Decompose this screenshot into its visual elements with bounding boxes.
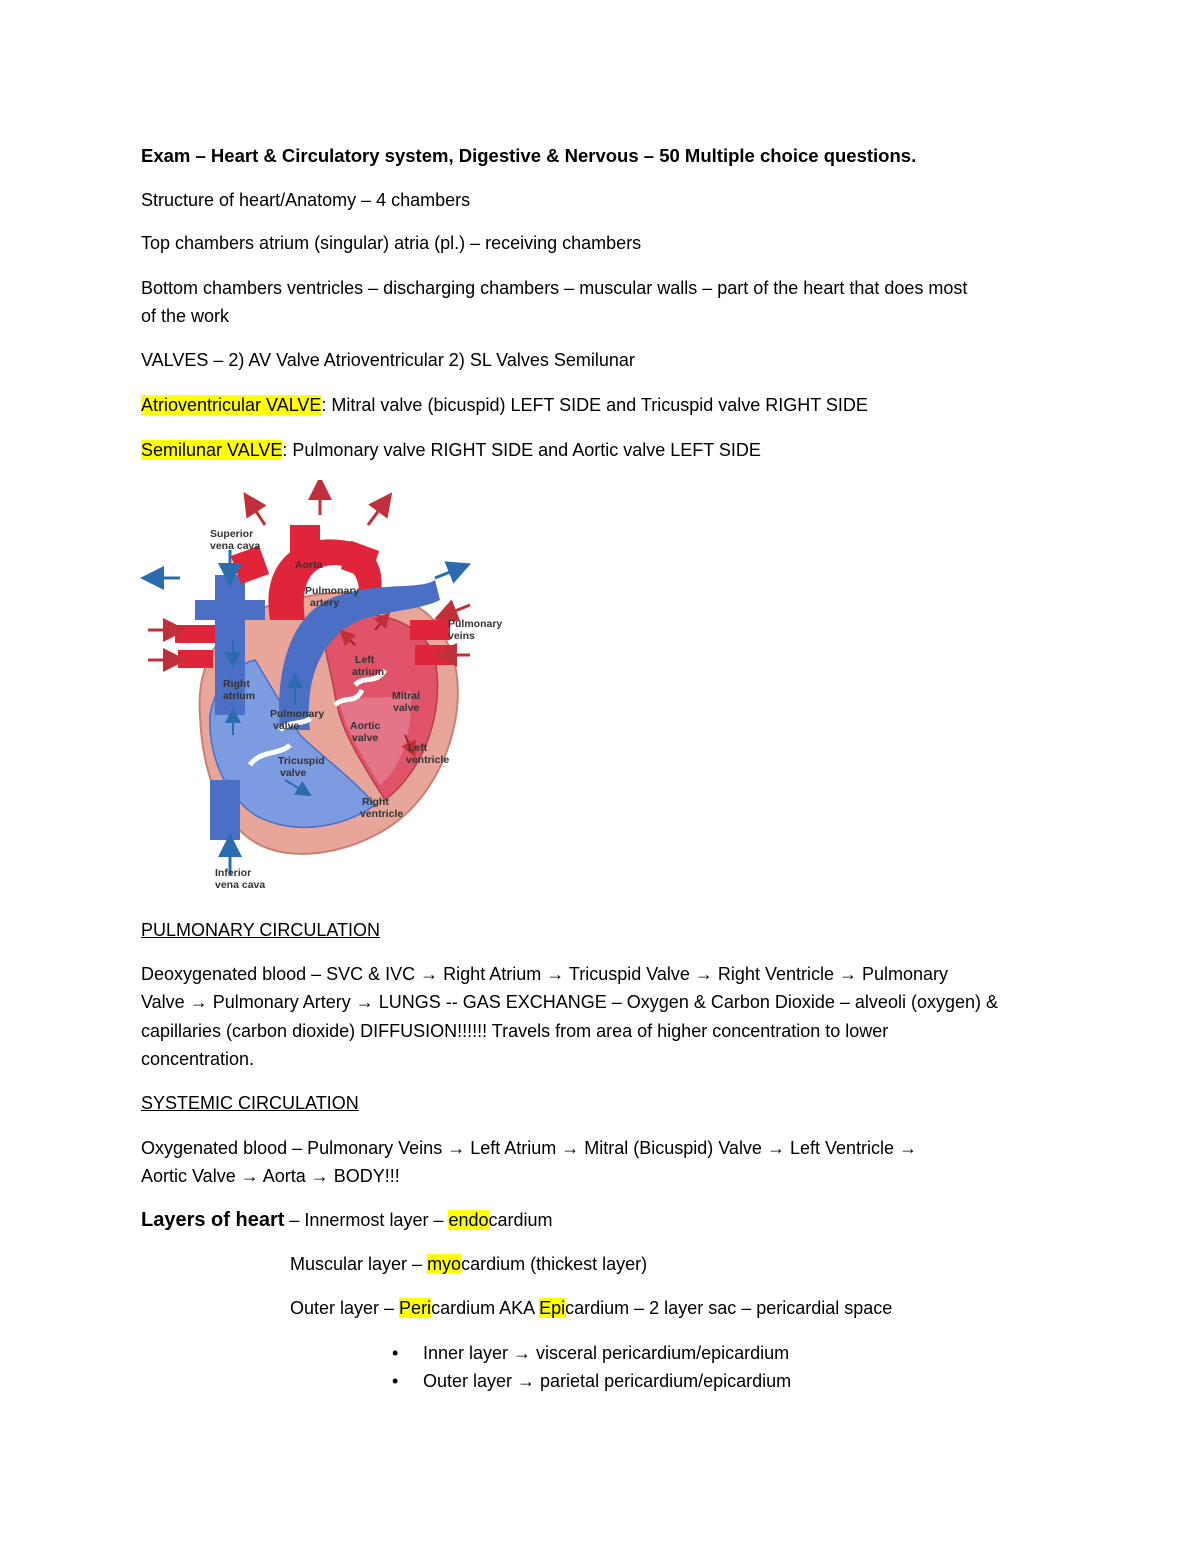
label-tricuspid-valve-2: valve [280, 767, 307, 779]
outer-mid: cardium AKA [431, 1298, 540, 1318]
outer-hl-epi: Epi [539, 1298, 566, 1318]
label-pulmonary-valve-1: Pulmonary [270, 708, 325, 720]
av-valve-term: Atrioventricular VALVE [141, 395, 322, 415]
document-title: Exam – Heart & Circulatory system, Digestive & Nervous – 50 Multiple choice questions. [141, 145, 917, 166]
label-right-ventricle-2: ventricle [360, 808, 404, 820]
label-left-ventricle-2: ventricle [406, 754, 450, 766]
label-pulmonary-valve-2: valve [273, 720, 300, 732]
valves-line: VALVES – 2) AV Valve Atrioventricular 2) SL Valves Semilunar [141, 350, 635, 370]
muscular-layer-line [290, 1250, 647, 1278]
av-valve-line [141, 391, 868, 419]
layers-inner-pre: – Innermost layer – [284, 1210, 449, 1230]
outer-hl-peri: Peri [399, 1298, 432, 1318]
label-aortic-valve-2: valve [352, 732, 379, 744]
bottom-chambers-line-1: Bottom chambers ventricles – discharging chambers – muscular walls – part of the heart that does most [141, 278, 968, 298]
label-superior-vena-cava-1: Superior [210, 528, 254, 540]
outer-post: cardium – 2 layer sac – pericardial space [565, 1298, 893, 1318]
label-pulmonary-veins-1: Pulmonary [448, 618, 503, 630]
bullet-outer-layer: Outer layer → parietal pericardium/epicardium [423, 1371, 792, 1391]
label-left-atrium-2: atrium [352, 666, 385, 678]
systemic-line-1: Oxygenated blood – Pulmonary Veins → Left Atrium → Mitral (Bicuspid) Valve → Left Ventricle → [141, 1138, 918, 1158]
label-inferior-vena-cava-2: vena cava [215, 879, 266, 891]
top-chambers-line: Top chambers atrium (singular) atria (pl.) – receiving chambers [141, 233, 642, 253]
systemic-heading: SYSTEMIC CIRCULATION [141, 1093, 359, 1113]
bullet-inner-layer: Inner layer → visceral pericardium/epicardium [423, 1343, 790, 1363]
label-left-ventricle-1: Left [408, 742, 428, 754]
label-right-ventricle-1: Right [362, 796, 389, 808]
left-pulmonary-vein [175, 625, 215, 643]
arrow-lung-right [435, 568, 460, 578]
label-aortic-valve-1: Aortic [350, 720, 381, 732]
systemic-line-2: Aortic Valve → Aorta → BODY!!! [141, 1166, 400, 1186]
layers-inner-hl: endo [448, 1210, 489, 1230]
muscular-pre: Muscular layer – [290, 1254, 428, 1274]
label-left-atrium-1: Left [355, 654, 375, 666]
label-pulmonary-artery-2: artery [310, 597, 340, 609]
inferior-vena-cava [210, 780, 240, 840]
sl-valve-rest: Pulmonary valve RIGHT SIDE and Aortic valve LEFT SIDE [287, 440, 761, 460]
label-pulmonary-veins-2: veins [448, 630, 475, 642]
pulmonary-line-1: Deoxygenated blood – SVC & IVC → Right Atrium → Tricuspid Valve → Right Ventricle → Pulmonary [141, 964, 949, 984]
layers-line [141, 1206, 553, 1234]
pulmonary-line-3: capillaries (carbon dioxide) DIFFUSION!!!!!! Travels from area of higher concentration to lower [141, 1021, 889, 1041]
label-superior-vena-cava-2: vena cava [210, 540, 261, 552]
sl-valve-line [141, 436, 761, 464]
av-valve-colon: : [321, 395, 327, 415]
label-inferior-vena-cava-1: Inferior [215, 867, 252, 879]
label-mitral-valve-2: valve [393, 702, 420, 714]
outer-layer-line [290, 1294, 892, 1322]
sl-valve-colon: : [282, 440, 288, 460]
pulmonary-line-2: Valve → Pulmonary Artery → LUNGS -- GAS EXCHANGE – Oxygen & Carbon Dioxide – alveoli (oxygen) & [141, 992, 998, 1012]
heart-diagram [140, 480, 510, 895]
outer-pre: Outer layer – [290, 1298, 400, 1318]
layers-heading: Layers of heart [141, 1209, 285, 1231]
bullet-glyph-2: • [392, 1371, 399, 1391]
layers-inner-post: cardium [488, 1210, 553, 1230]
arrow-pv-in-3 [445, 605, 470, 615]
label-mitral-valve-1: Mitral [392, 690, 421, 702]
bottom-chambers-line-2: of the work [141, 306, 230, 326]
pulmonary-line-4: concentration. [141, 1049, 255, 1069]
label-right-atrium-1: Right [223, 678, 250, 690]
arrow-out-left [250, 502, 265, 525]
pulmonary-vein-upper [410, 620, 450, 640]
muscular-post: cardium (thickest layer) [461, 1254, 648, 1274]
bullet-glyph-1: • [392, 1343, 399, 1363]
label-right-atrium-2: atrium [223, 690, 256, 702]
structure-line: Structure of heart/Anatomy – 4 chambers [141, 190, 471, 210]
av-valve-rest: Mitral valve (bicuspid) LEFT SIDE and Tricuspid valve RIGHT SIDE [326, 395, 868, 415]
pulmonary-heading: PULMONARY CIRCULATION [141, 920, 381, 940]
label-tricuspid-valve-1: Tricuspid [278, 755, 325, 767]
label-pulmonary-artery-1: Pulmonary [305, 585, 360, 597]
label-aorta: Aorta [295, 559, 323, 571]
arrow-out-right [368, 502, 385, 525]
muscular-hl: myo [427, 1254, 462, 1274]
sl-valve-term: Semilunar VALVE [141, 440, 283, 460]
